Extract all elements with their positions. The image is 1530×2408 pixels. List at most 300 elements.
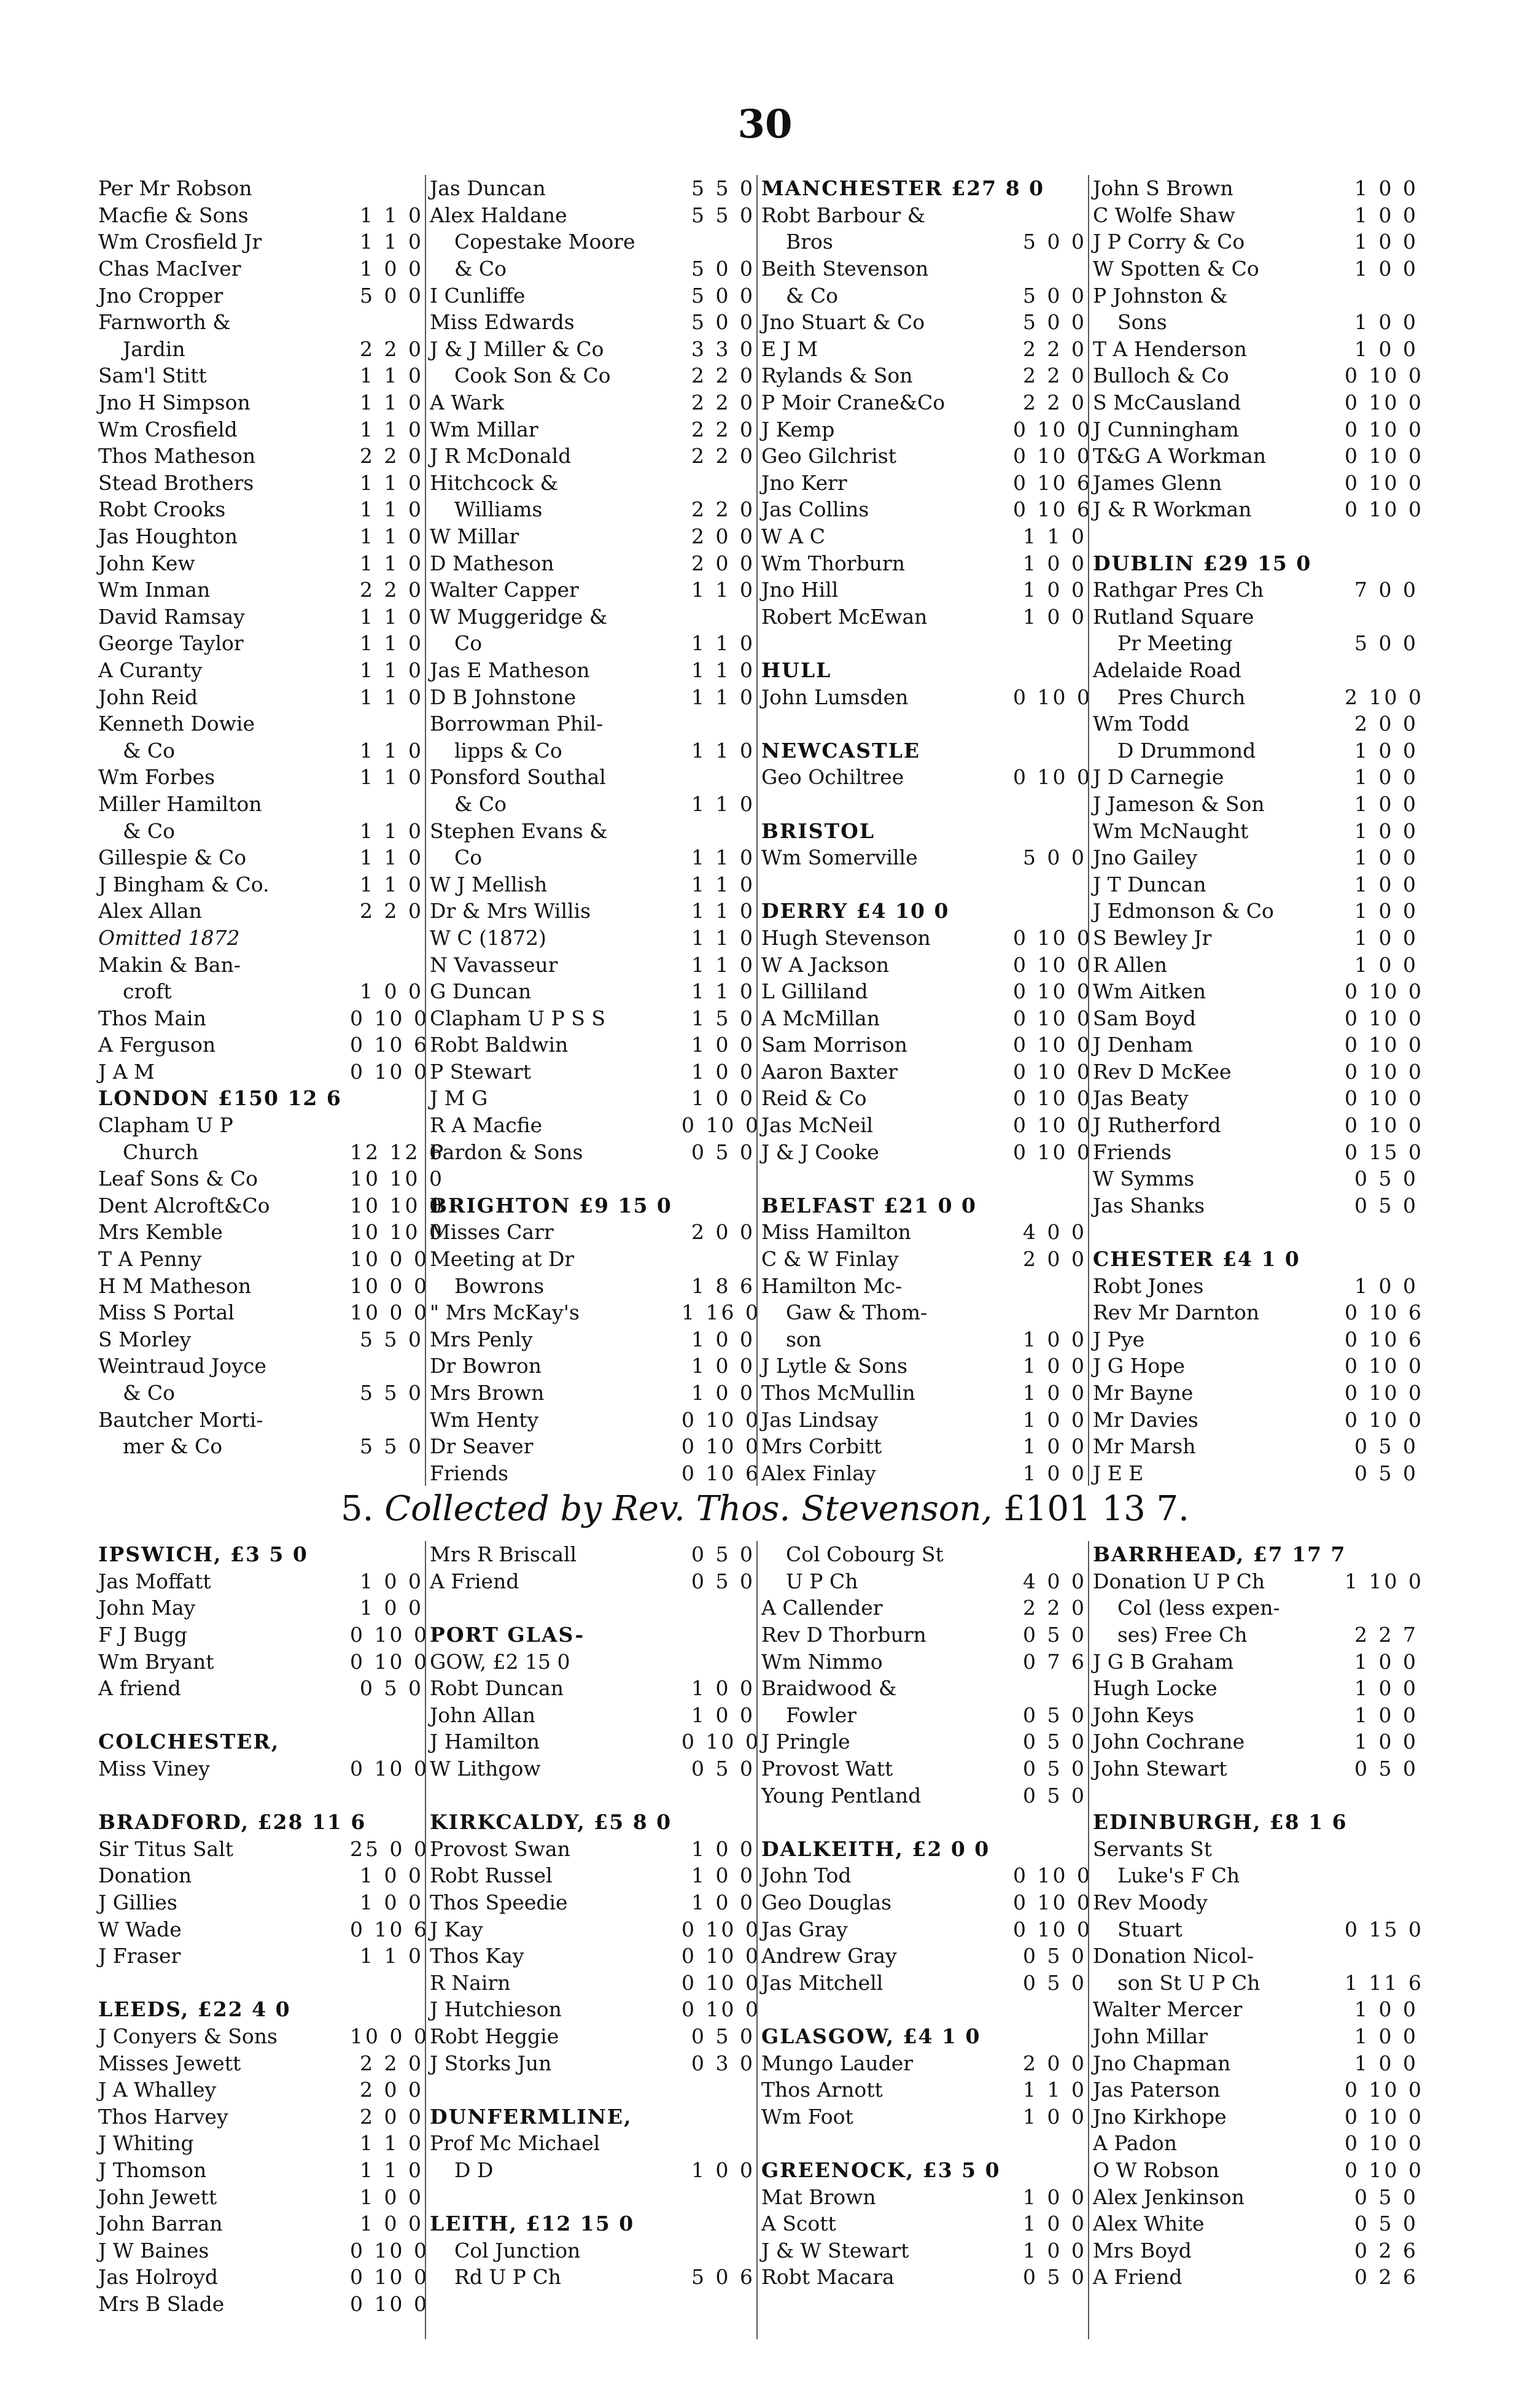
entry-name: LEEDS, £22 4 0 [98, 1997, 291, 2022]
entry-amount: 5 0 0 [691, 283, 755, 308]
entry-amount: 1 0 0 [360, 1863, 424, 1888]
entry-row [761, 2076, 1087, 2103]
entry-amount: 0 5 0 [1354, 1167, 1418, 1191]
entry-row [761, 175, 1087, 202]
entry-row [430, 1996, 761, 2023]
entry-name: W A C [761, 524, 825, 549]
entry-row [98, 1058, 429, 1086]
entry-name: Dr & Mrs Willis [430, 899, 591, 923]
entry-name: Donation U P Ch [1093, 1569, 1265, 1593]
entry-row [1093, 1728, 1418, 1755]
entry-row [761, 1541, 1087, 1568]
entry-row [98, 2130, 424, 2157]
entry-row [761, 1353, 1087, 1380]
entry-row [98, 1916, 429, 1943]
entry-row [430, 1541, 755, 1568]
entry-name: NEWCASTLE [761, 738, 920, 763]
entry-amount: 0 10 0 [1345, 1113, 1424, 1138]
entry-amount: 0 10 0 [682, 1730, 761, 1754]
entry-amount: 1 0 0 [691, 1086, 755, 1111]
entry-row [761, 550, 1087, 577]
entry-amount: 0 10 0 [1345, 444, 1424, 468]
entry-row [98, 2183, 424, 2210]
entry-name: Jno Chapman [1093, 2051, 1231, 2075]
entry-amount: 5 5 0 [360, 1434, 424, 1459]
entry-row [761, 1460, 1087, 1487]
entry-amount: 0 5 0 [1023, 1970, 1087, 1995]
entry-amount: 1 0 0 [1023, 1461, 1087, 1485]
entry-name: Mr Bayne [1093, 1381, 1194, 1405]
entry-name: J G Hope [1093, 1354, 1185, 1378]
entry-amount: 2 2 0 [691, 390, 755, 415]
entry-row [98, 1675, 424, 1702]
entry-row [98, 1889, 424, 1916]
entry-name: Donation Nicol- [1093, 1944, 1254, 1968]
entry-amount: 0 10 0 [1013, 1086, 1092, 1111]
entry-row [430, 951, 755, 978]
entry-amount: 5 5 0 [691, 176, 755, 201]
entry-amount: 2 0 0 [1023, 1247, 1087, 1272]
entry-name: Rev Mr Darnton [1093, 1300, 1260, 1325]
entry-amount: 0 10 0 [1345, 1059, 1424, 1084]
entry-name: Robt Duncan [430, 1676, 564, 1701]
entry-row [1093, 309, 1418, 336]
entry-row [1093, 657, 1418, 684]
entry-name: J & W Stewart [761, 2238, 909, 2262]
entry-row [761, 1246, 1087, 1273]
entry-row [98, 362, 424, 389]
entry-name: Borrowman Phil- [430, 712, 604, 736]
entry-amount: 1 1 0 [691, 631, 755, 656]
column-rule [756, 175, 758, 1486]
entry-amount: 1 1 0 [360, 470, 424, 495]
entry-amount: 2 10 0 [1345, 685, 1424, 709]
entry-row [1093, 1970, 1424, 1997]
entry-amount: 0 5 0 [691, 2024, 755, 2048]
entry-name: Jno Kirkhope [1093, 2104, 1227, 2129]
entry-name: John Cochrane [1093, 1730, 1245, 1754]
entry-row [1093, 710, 1418, 737]
donor-table-bottom [98, 1541, 1449, 2339]
entry-amount: 0 5 0 [691, 1542, 755, 1567]
entry-name: Alex Haldane [430, 203, 567, 227]
entry-name: Servants St [1093, 1836, 1213, 1861]
entry-name: Jas Lindsay [761, 1407, 879, 1432]
entry-amount: 0 5 0 [1354, 1193, 1418, 1218]
entry-name: Jas Duncan [430, 176, 546, 201]
entry-name: J P Corry & Co [1093, 230, 1245, 254]
entry-row [98, 1648, 429, 1675]
entry-amount: 1 0 0 [1023, 1327, 1087, 1351]
entry-amount: 1 0 0 [1354, 899, 1418, 923]
entry-amount: 0 7 6 [1023, 1649, 1087, 1674]
entry-name: DALKEITH, £2 0 0 [761, 1836, 990, 1861]
entry-amount: 0 10 0 [682, 1944, 761, 1968]
entry-amount: 0 10 0 [1013, 444, 1092, 468]
column-3 [761, 1541, 1092, 2291]
entry-name: Wm Bryant [98, 1649, 214, 1674]
entry-row [1093, 1112, 1424, 1139]
entry-amount: 0 10 6 [350, 1917, 429, 1941]
entry-row [761, 737, 1087, 764]
entry-amount: 1 1 0 [360, 845, 424, 870]
entry-row [430, 710, 755, 737]
entry-name: John Keys [1093, 1703, 1194, 1727]
entry-row [430, 443, 755, 470]
entry-row [1093, 470, 1424, 497]
blank-row [761, 791, 1087, 818]
entry-name: John Tod [761, 1863, 852, 1888]
entry-amount: 10 0 0 [350, 2024, 429, 2048]
blank-row [761, 871, 1087, 898]
entry-amount: 2 2 0 [1023, 363, 1087, 388]
entry-row [761, 925, 1092, 952]
entry-row [761, 496, 1092, 523]
entry-name: Sam Morrison [761, 1033, 907, 1057]
entry-name: John Millar [1093, 2024, 1208, 2048]
entry-name: W Lithgow [430, 1757, 541, 1781]
entry-row [430, 1809, 755, 1836]
entry-name: I Cunliffe [430, 283, 526, 308]
entry-amount: 1 1 0 [360, 497, 424, 522]
entry-name: W Spotten & Co [1093, 257, 1259, 281]
entry-name: IPSWICH, £3 5 0 [98, 1542, 308, 1567]
entry-row [98, 2023, 429, 2050]
entry-name: P Moir Crane&Co [761, 390, 946, 415]
entry-name: Sons [1117, 310, 1167, 335]
entry-row [761, 1702, 1087, 1729]
entry-name: A Friend [1093, 2265, 1182, 2290]
entry-name: Thos Main [98, 1006, 206, 1030]
entry-amount: 2 2 0 [691, 497, 755, 522]
entry-name: Rev D Thorburn [761, 1623, 926, 1647]
entry-name: Jno Kerr [761, 470, 847, 495]
entry-amount: 1 0 0 [691, 1836, 755, 1861]
entry-row [98, 737, 424, 764]
entry-amount: 1 0 0 [1354, 791, 1418, 816]
entry-row [430, 550, 755, 577]
entry-row [1093, 2076, 1424, 2103]
entry-name: J Pye [1093, 1327, 1145, 1351]
entry-amount: 1 0 0 [1354, 2024, 1418, 2048]
entry-amount: 5 0 0 [1023, 283, 1087, 308]
entry-name: P Johnston & [1093, 283, 1228, 308]
entry-name: Fowler [786, 1703, 857, 1727]
entry-row [1093, 1836, 1418, 1863]
entry-amount: 25 0 0 [350, 1836, 429, 1861]
entry-amount: 0 5 0 [1023, 1757, 1087, 1781]
entry-amount: 0 10 0 [1345, 417, 1424, 441]
entry-row [98, 2291, 429, 2318]
entry-amount: 0 10 0 [1013, 925, 1092, 950]
entry-name: Rev D McKee [1093, 1059, 1232, 1084]
entry-row [1093, 1889, 1418, 1916]
entry-amount: 5 0 0 [1023, 230, 1087, 254]
entry-amount: 1 0 0 [1354, 1730, 1418, 1754]
entry-row [1093, 1996, 1418, 2023]
entry-amount: 1 0 0 [1354, 818, 1418, 843]
entry-amount: 1 0 0 [1354, 1676, 1418, 1701]
entry-name: T A Henderson [1093, 336, 1247, 361]
blank-row [98, 1970, 424, 1997]
entry-name: Jno Stuart & Co [761, 310, 925, 335]
entry-amount: 1 1 0 [360, 604, 424, 629]
entry-name: N Vavasseur [430, 952, 558, 977]
entry-name: son [786, 1327, 822, 1351]
entry-amount: 1 1 0 [360, 631, 424, 656]
entry-name: Alex Jenkinson [1093, 2185, 1245, 2209]
entry-row [430, 1031, 755, 1058]
entry-name: croft [123, 979, 172, 1004]
entry-row [761, 1326, 1087, 1353]
entry-row [98, 1996, 424, 2023]
entry-name: Jardin [123, 336, 185, 361]
entry-amount: 0 5 0 [1023, 1703, 1087, 1727]
blank-row [98, 1782, 424, 1809]
entry-amount: 0 5 0 [1023, 2265, 1087, 2290]
entry-name: W A Jackson [761, 952, 890, 977]
entry-name: John Jewett [98, 2185, 217, 2209]
entry-amount: 1 1 0 [691, 791, 755, 816]
entry-row [430, 844, 755, 871]
entry-row [1093, 175, 1418, 202]
entry-row [1093, 844, 1418, 871]
entry-amount: 5 0 0 [360, 283, 424, 308]
entry-name: Robt Jones [1093, 1273, 1204, 1298]
entry-row [761, 844, 1087, 871]
entry-row [1093, 1246, 1418, 1273]
entry-name: Hugh Stevenson [761, 925, 931, 950]
entry-amount: 0 10 0 [350, 1757, 429, 1781]
entry-name: J W Baines [98, 2238, 209, 2262]
entry-name: W Symms [1093, 1167, 1195, 1191]
entry-row [430, 657, 755, 684]
entry-name: Andrew Gray [761, 1944, 897, 1968]
entry-row [1093, 228, 1418, 255]
entry-amount: 1 1 0 [360, 685, 424, 709]
column-rule [1088, 1541, 1089, 2339]
entry-row [98, 2103, 424, 2130]
entry-amount: 1 0 0 [1023, 551, 1087, 575]
entry-name: D Drummond [1117, 738, 1256, 763]
entry-row [1093, 1004, 1424, 1031]
entry-row [430, 791, 755, 818]
entry-row [761, 2023, 1087, 2050]
entry-amount: 2 0 0 [691, 551, 755, 575]
entry-amount: 1 0 0 [1023, 2212, 1087, 2236]
entry-amount: 0 5 0 [1023, 1730, 1087, 1754]
entry-name: Mat Brown [761, 2185, 876, 2209]
entry-name: J & J Miller & Co [430, 336, 604, 361]
entry-row [98, 336, 424, 363]
entry-name: Bautcher Morti- [98, 1407, 263, 1432]
entry-name: DUNFERMLINE, [430, 2104, 632, 2129]
entry-name: Thos Kay [430, 1944, 524, 1968]
entry-name: Mrs B Slade [98, 2291, 225, 2316]
entry-name: Provost Swan [430, 1836, 570, 1861]
entry-row [430, 817, 755, 844]
entry-amount: 1 1 0 [1023, 2078, 1087, 2102]
collected-number: 5. [341, 1489, 374, 1529]
entry-name: Sir Titus Salt [98, 1836, 234, 1861]
entry-name: Thos Matheson [98, 444, 256, 468]
entry-row [761, 2237, 1087, 2264]
entry-name: Jno Cropper [98, 283, 223, 308]
entry-amount: 1 1 0 [360, 738, 424, 763]
entry-row [1093, 978, 1424, 1005]
entry-amount: 1 1 0 [360, 524, 424, 549]
entry-amount: 1 0 0 [1354, 310, 1418, 335]
entry-name: Church [123, 1140, 199, 1164]
entry-row [761, 443, 1092, 470]
entry-row [430, 1916, 761, 1943]
entry-row [761, 1192, 1087, 1219]
entry-name: GREENOCK, £3 5 0 [761, 2157, 1001, 2182]
column-rule [425, 1541, 426, 2339]
entry-row [430, 1380, 755, 1407]
entry-name: J Kay [430, 1917, 483, 1941]
entry-name: Jas Paterson [1093, 2078, 1221, 2102]
entry-row [98, 1085, 424, 1112]
entry-name: Alex White [1093, 2212, 1205, 2236]
blank-row [1093, 523, 1418, 550]
entry-row [1093, 2264, 1418, 2291]
entry-name: Friends [430, 1461, 509, 1485]
entry-name: Wm Inman [98, 578, 211, 602]
entry-amount: 1 0 0 [360, 1596, 424, 1620]
entry-amount: 5 0 0 [1023, 310, 1087, 335]
entry-name: U P Ch [786, 1569, 858, 1593]
entry-amount: 0 10 0 [1345, 1407, 1424, 1432]
entry-name: & Co [123, 738, 175, 763]
entry-amount: 0 10 0 [350, 1623, 429, 1647]
entry-row [761, 1058, 1092, 1086]
entry-name: Gaw & Thom- [786, 1300, 928, 1325]
entry-amount: 0 5 0 [1354, 2185, 1418, 2209]
entry-row [430, 630, 755, 657]
entry-name: O W Robson [1093, 2157, 1219, 2182]
entry-row [1093, 1192, 1418, 1219]
entry-amount: 1 0 0 [1354, 176, 1418, 201]
entry-name: Young Pentland [761, 1783, 922, 1808]
entry-row [761, 978, 1092, 1005]
entry-amount: 1 1 0 [360, 1944, 424, 1968]
entry-amount: 10 0 0 [350, 1247, 429, 1272]
entry-amount: 0 10 0 [350, 1059, 429, 1084]
entry-row [98, 1943, 424, 1970]
entry-name: W Wade [98, 1917, 182, 1941]
entry-name: Jas Gray [761, 1917, 848, 1941]
entry-row [1093, 1916, 1424, 1943]
entry-row [761, 2049, 1087, 2076]
entry-amount: 1 1 0 [360, 203, 424, 227]
entry-name: Co [454, 631, 483, 656]
entry-row [430, 309, 755, 336]
entry-amount: 1 1 0 [360, 2131, 424, 2156]
entry-row [98, 1219, 445, 1246]
entry-name: Jas Shanks [1093, 1193, 1205, 1218]
entry-name: Gillespie & Co [98, 845, 247, 870]
entry-amount: 1 0 0 [691, 1676, 755, 1701]
entry-name: Jas E Matheson [430, 658, 590, 682]
entry-row [1093, 630, 1418, 657]
entry-name: Reid & Co [761, 1086, 867, 1111]
entry-row [430, 1326, 755, 1353]
entry-amount: 0 10 0 [1013, 765, 1092, 790]
entry-row [430, 1246, 755, 1273]
entry-name: J Rutherford [1093, 1113, 1221, 1138]
entry-row [98, 1353, 424, 1380]
entry-name: Misses Carr [430, 1220, 554, 1245]
entry-name: A Friend [430, 1569, 519, 1593]
entry-amount: 0 10 0 [1345, 390, 1424, 415]
entry-row [761, 1568, 1087, 1595]
entry-row [430, 1004, 755, 1031]
entry-amount: 0 10 0 [682, 1113, 761, 1138]
entry-name: Miss Viney [98, 1757, 210, 1781]
entry-name: Clapham U P S S [430, 1006, 606, 1030]
entry-name: J Hutchieson [430, 1997, 562, 2022]
entry-row [98, 1836, 429, 1863]
entry-name: John Lumsden [761, 685, 909, 709]
entry-amount: 1 0 0 [360, 2185, 424, 2209]
entry-row [98, 1380, 424, 1407]
entry-name: J Edmonson & Co [1093, 899, 1274, 923]
entry-amount: 0 10 0 [1345, 497, 1424, 522]
entry-row [98, 282, 424, 309]
entry-row [1093, 1622, 1418, 1649]
entry-row [761, 1836, 1087, 1863]
entry-name: & Co [454, 257, 507, 281]
entry-row [761, 470, 1092, 497]
entry-row [761, 389, 1087, 416]
entry-row [430, 1943, 761, 1970]
entry-name: J A Whalley [98, 2078, 217, 2102]
entry-amount: 1 0 0 [1354, 845, 1418, 870]
entry-row [761, 336, 1087, 363]
entry-name: BRIGHTON £9 15 0 [430, 1193, 672, 1218]
entry-name: Miss Hamilton [761, 1220, 911, 1245]
entry-amount: 1 0 0 [1023, 1407, 1087, 1432]
entry-name: John May [98, 1596, 196, 1620]
entry-amount: 1 0 0 [691, 1059, 755, 1084]
entry-row [761, 951, 1092, 978]
entry-name: Dr Bowron [430, 1354, 542, 1378]
entry-row [761, 1380, 1087, 1407]
entry-row [761, 1004, 1092, 1031]
entry-row [761, 309, 1087, 336]
entry-row [98, 1728, 424, 1755]
entry-name: Rev Moody [1093, 1890, 1208, 1915]
entry-amount: 0 10 0 [682, 1997, 761, 2022]
entry-row [761, 1862, 1092, 1889]
entry-amount: 1 0 0 [691, 1033, 755, 1057]
entry-row [98, 764, 424, 791]
entry-row [98, 2049, 424, 2076]
entry-row [1093, 2237, 1418, 2264]
entry-row [430, 2023, 755, 2050]
entry-name: Stead Brothers [98, 470, 254, 495]
blank-row [761, 1809, 1087, 1836]
entry-row [1093, 577, 1418, 604]
entry-name: Wm Nimmo [761, 1649, 883, 1674]
entry-row [1093, 389, 1424, 416]
entry-name: Col (less expen- [1117, 1596, 1280, 1620]
entry-name: Jno Hill [761, 578, 839, 602]
entry-row [430, 202, 755, 229]
entry-row [98, 710, 424, 737]
entry-amount: 10 10 0 [350, 1167, 445, 1191]
